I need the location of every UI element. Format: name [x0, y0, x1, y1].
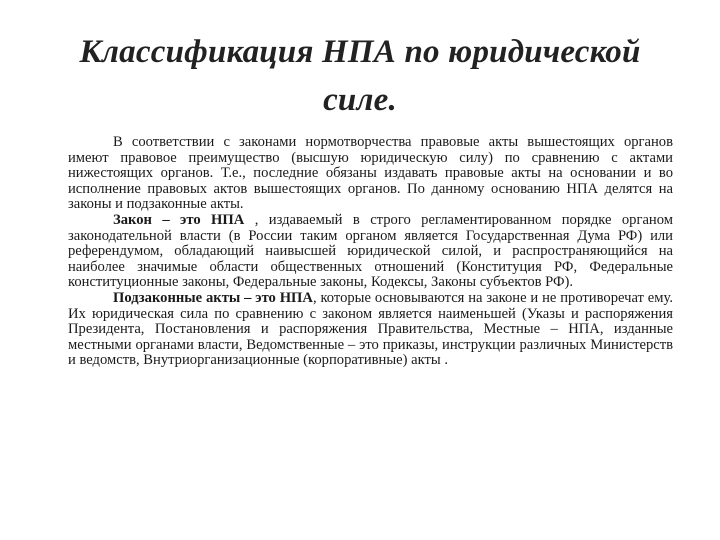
paragraph-law	[68, 213, 673, 291]
paragraph-intro	[68, 135, 673, 213]
title-line-1: Классификация НПА по юридической	[79, 34, 641, 70]
paragraph-intro-text: В соответствии с законами нормотворчества правовые акты вышестоящих органов имеют правовое преимущество (высшую юридическую силу) по сравнению с актами нижестоящих органов. Т.е., последние обязаны издавать правовые акты на основании и во исполнение правовых актов вышестоящих органов. По данному основанию НПА делятся на законы и подзаконные акты.	[68, 134, 673, 213]
paragraph-law-text: , издаваемый в строго регламентированном порядке органом законодательной власти (в России таким органом является Государственная Дума РФ) или референдумом, обладающий наивысшей юридической силой, и распространяющийся на наиболее значимые области общественных отношений (Конституция РФ, Федеральные конституционные законы, Федеральные законы, Кодексы, Законы субъектов РФ).	[68, 211, 673, 291]
paragraph-bylaws	[68, 291, 673, 369]
paragraph-bylaws-term: Подзаконные акты – это НПА	[113, 289, 313, 306]
slide-body	[68, 135, 673, 369]
slide-title	[20, 28, 700, 124]
title-line-2: силе.	[323, 82, 397, 118]
paragraph-law-term: Закон – это НПА	[113, 211, 245, 228]
paragraph-bylaws-text: , которые основываются на законе и не противоречат ему. Их юридическая сила по сравнению с законом является наименьшей (Указы и распоряжения Президента, Постановления и распоряжения Правительства, Местные – НПА, изданные местными органами власти, Ведомственные – это приказы, инструкции различных Министерств и ведомств, Внутриорганизационные (корпоративные) акты .	[68, 289, 673, 369]
